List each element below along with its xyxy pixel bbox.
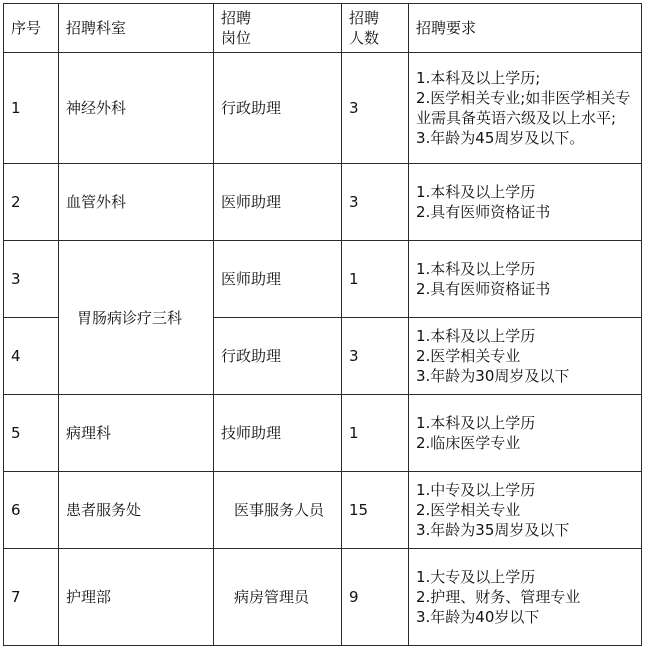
cell-post: 病房管理员	[214, 549, 342, 646]
cell-req	[409, 241, 642, 318]
cell-count: 9	[342, 549, 409, 646]
cell-post: 医事服务人员	[214, 472, 342, 549]
header-count	[342, 4, 409, 53]
header-dept: 招聘科室	[59, 4, 214, 53]
cell-post: 医师助理	[214, 241, 342, 318]
req-line: 2.医学相关专业	[416, 347, 521, 365]
cell-count: 3	[342, 164, 409, 241]
req-line: 1.本科及以上学历	[416, 260, 536, 278]
cell-count: 3	[342, 53, 409, 164]
cell-no: 3	[4, 241, 59, 318]
req-line: 1.本科及以上学历	[416, 183, 536, 201]
cell-dept: 神经外科	[59, 53, 214, 164]
header-count-line1: 招聘	[349, 9, 380, 27]
cell-dept: 血管外科	[59, 164, 214, 241]
req-line: 2.具有医师资格证书	[416, 203, 551, 221]
req-line: 2.医学相关专业	[416, 501, 521, 519]
cell-count: 1	[342, 241, 409, 318]
cell-no: 6	[4, 472, 59, 549]
cell-no: 2	[4, 164, 59, 241]
cell-req	[409, 164, 642, 241]
req-line: 1.本科及以上学历	[416, 327, 536, 345]
req-line: 2.临床医学专业	[416, 434, 521, 452]
req-line: 3.年龄为40岁以下	[416, 608, 540, 626]
req-line: 3.年龄为35周岁及以下	[416, 521, 570, 539]
table-row	[4, 472, 642, 549]
header-post-line1: 招聘	[221, 9, 252, 27]
cell-req	[409, 395, 642, 472]
req-line: 1.中专及以上学历	[416, 481, 536, 499]
cell-dept-merged: 胃肠病诊疗三科	[59, 241, 214, 395]
cell-req	[409, 472, 642, 549]
header-req: 招聘要求	[409, 4, 642, 53]
header-post	[214, 4, 342, 53]
table-row	[4, 241, 642, 318]
cell-post: 技师助理	[214, 395, 342, 472]
cell-count: 3	[342, 318, 409, 395]
req-line: 2.医学相关专业;如非医学相关专业需具备英语六级及以上水平;	[416, 89, 631, 127]
cell-req	[409, 318, 642, 395]
header-count-line2: 人数	[349, 29, 380, 47]
req-line: 1.大专及以上学历	[416, 568, 536, 586]
cell-no: 7	[4, 549, 59, 646]
table-row	[4, 164, 642, 241]
cell-count: 15	[342, 472, 409, 549]
cell-count: 1	[342, 395, 409, 472]
table-row	[4, 549, 642, 646]
header-row	[4, 4, 642, 53]
table-row	[4, 395, 642, 472]
req-line: 2.具有医师资格证书	[416, 280, 551, 298]
cell-dept: 患者服务处	[59, 472, 214, 549]
table-row	[4, 53, 642, 164]
header-post-line2: 岗位	[221, 29, 252, 47]
req-line: 1.本科及以上学历;	[416, 69, 541, 87]
cell-no: 4	[4, 318, 59, 395]
req-line: 3.年龄为45周岁及以下。	[416, 129, 585, 147]
header-no: 序号	[4, 4, 59, 53]
cell-post: 行政助理	[214, 318, 342, 395]
cell-post: 医师助理	[214, 164, 342, 241]
cell-post: 行政助理	[214, 53, 342, 164]
cell-req	[409, 549, 642, 646]
req-line: 3.年龄为30周岁及以下	[416, 367, 570, 385]
cell-no: 5	[4, 395, 59, 472]
cell-dept: 病理科	[59, 395, 214, 472]
req-line: 1.本科及以上学历	[416, 414, 536, 432]
cell-req	[409, 53, 642, 164]
cell-dept: 护理部	[59, 549, 214, 646]
cell-no: 1	[4, 53, 59, 164]
req-line: 2.护理、财务、管理专业	[416, 588, 581, 606]
recruitment-table	[3, 3, 642, 646]
